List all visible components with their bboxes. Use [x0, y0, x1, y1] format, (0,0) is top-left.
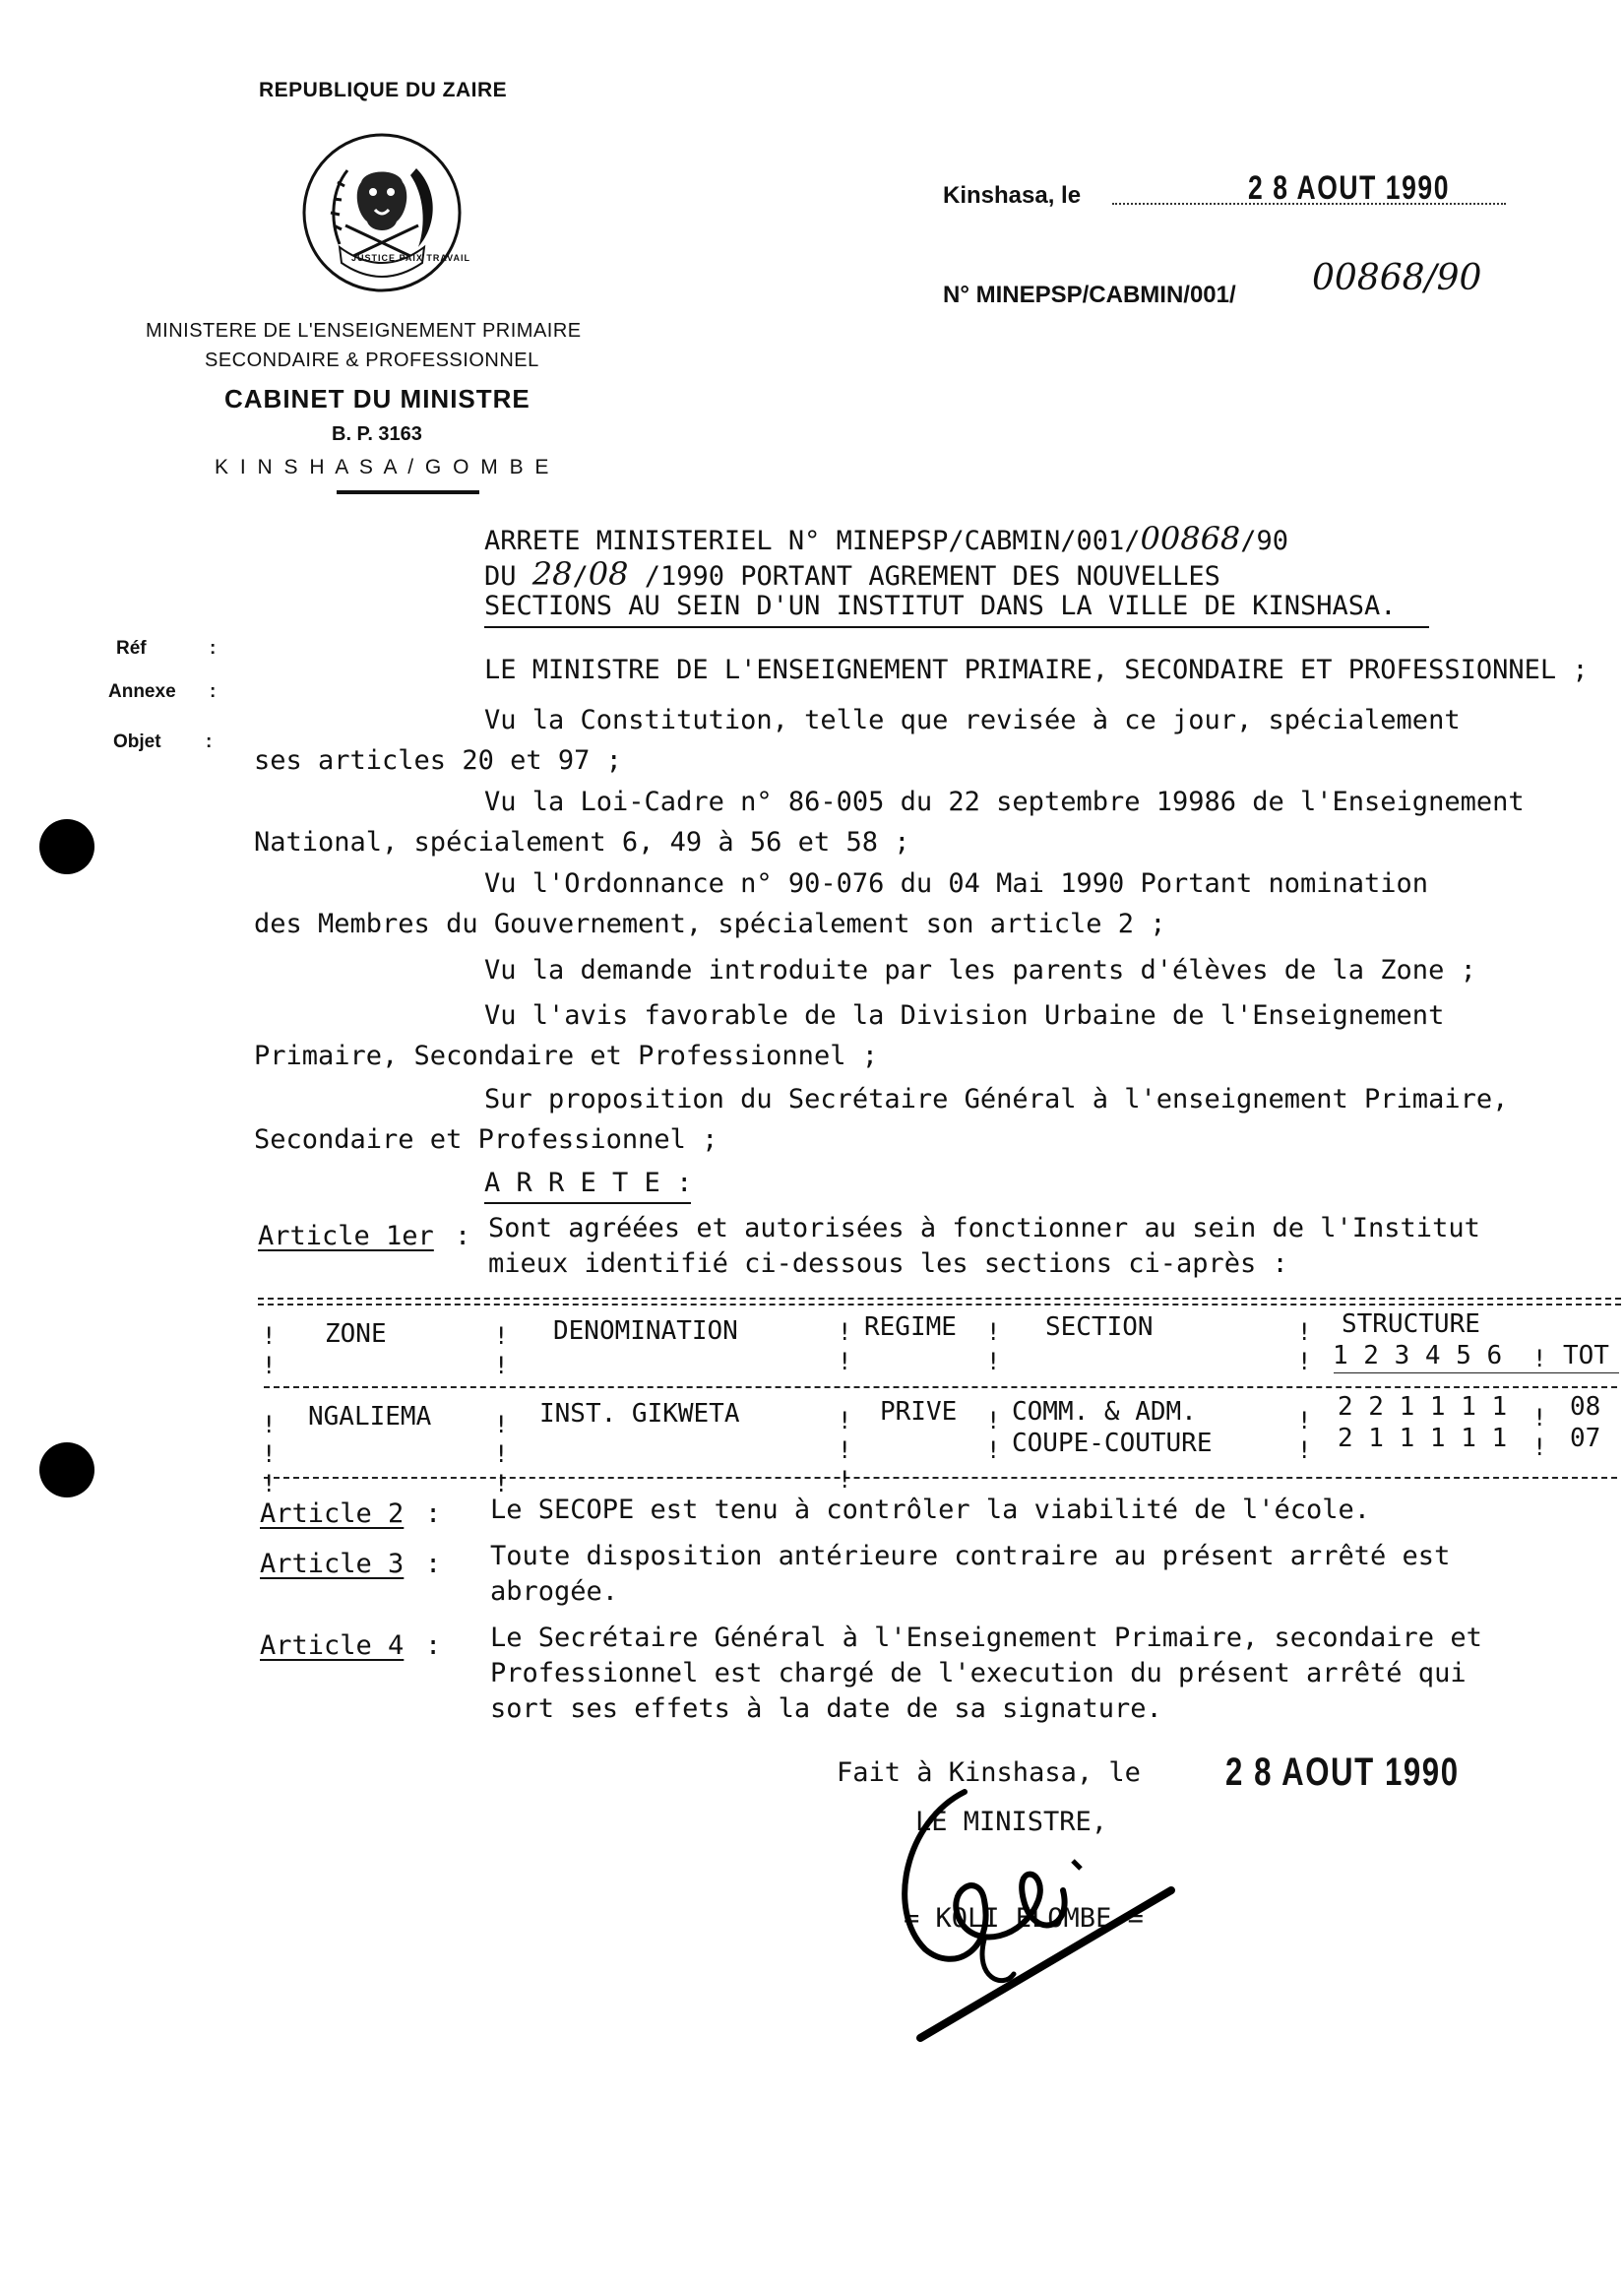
date-stamp-bottom: 2 8 AOUT 1990 [1225, 1751, 1460, 1794]
article-2-label: Article 2 [260, 1498, 405, 1529]
col-sep-5: ! ! ! ! [1297, 1318, 1312, 1464]
col-header-tot: TOT [1563, 1341, 1609, 1370]
structure-subrule [1334, 1372, 1619, 1373]
cell-structure-1: 2 2 1 1 1 1 [1338, 1392, 1508, 1422]
cell-section-2: COUPE-COUTURE [1012, 1429, 1213, 1458]
arrete-heading: A R R E T E : [484, 1168, 693, 1198]
article-1-text-b: mieux identifié ci-dessous les sections ci-après : [488, 1248, 1288, 1279]
title-underline [484, 626, 1429, 628]
coat-of-arms-seal [300, 131, 471, 294]
cell-structure-2: 2 1 1 1 1 1 [1338, 1424, 1508, 1453]
ministry-line-1: MINISTERE DE L'ENSEIGNEMENT PRIMAIRE [146, 320, 582, 342]
col-sep-1: ! ! ! ! ! [262, 1322, 277, 1497]
col-header-section: SECTION [1045, 1312, 1154, 1342]
title-number-handwritten: 00868 [1140, 520, 1241, 557]
col-sep-6: ! ! ! [1532, 1345, 1547, 1461]
number-handwritten: 00868/90 [1312, 258, 1482, 298]
annexe-colon: : [210, 681, 217, 702]
title-date-separator: / [572, 561, 589, 592]
title-line-2-suffix: /1990 PORTANT AGREMENT DES NOUVELLES [628, 561, 1220, 592]
title-line-3: SECTIONS AU SEIN D'UN INSTITUT DANS LA VILLE DE KINSHASA. [484, 591, 1397, 621]
ref-colon: : [210, 638, 217, 659]
table-rule-bottom [264, 1477, 1617, 1479]
fait-a-kinshasa: Fait à Kinshasa, le [837, 1757, 1141, 1788]
title-line-1-prefix: ARRETE MINISTERIEL N° MINEPSP/CABMIN/001/ [484, 526, 1141, 556]
ref-label: Réf [116, 638, 147, 659]
city-line: K I N S H A S A / G O M B E [215, 456, 552, 478]
minister-name: = KOLI ELOMBE = [904, 1903, 1144, 1934]
vu-loi-cadre-b: National, spécialement 6, 49 à 56 et 58 ; [254, 827, 910, 858]
article-4-text-c: sort ses effets à la date de sa signature. [490, 1693, 1162, 1724]
place-prefix: Kinshasa, le [943, 182, 1082, 209]
article-4-text-a: Le Secrétaire Général à l'Enseignement Primaire, secondaire et [490, 1623, 1482, 1653]
vu-loi-cadre-a: Vu la Loi-Cadre n° 86-005 du 22 septembre 19986 de l'Enseignement [484, 787, 1525, 817]
title-line-1-suffix: /90 [1240, 526, 1289, 556]
signature-scribble-icon [866, 1752, 1201, 2048]
col-header-structure: STRUCTURE [1342, 1309, 1480, 1339]
col-header-structure-years: 1 2 3 4 5 6 [1333, 1341, 1503, 1370]
seal-motto: JUSTICE PAIX TRAVAIL [351, 253, 471, 263]
sur-proposition-b: Secondaire et Professionnel ; [254, 1124, 718, 1155]
col-sep-3: ! ! ! ! ! [838, 1318, 852, 1494]
hole-punch-bottom [39, 1442, 94, 1497]
vu-constitution-b: ses articles 20 et 97 ; [254, 745, 622, 776]
col-header-regime: REGIME [864, 1312, 957, 1342]
ministry-line-2: SECONDAIRE & PROFESSIONNEL [205, 350, 539, 371]
title-line-2-prefix: DU [484, 561, 532, 592]
vu-demande: Vu la demande introduite par les parents d'élèves de la Zone ; [484, 955, 1476, 986]
col-header-denomination: DENOMINATION [553, 1316, 738, 1346]
title-line-2 [484, 555, 1220, 593]
minister-title: LE MINISTRE, [915, 1807, 1108, 1837]
article-3-colon: : [425, 1549, 442, 1579]
table-rule-top [258, 1298, 1621, 1300]
article-1-text-a: Sont agréées et autorisées à fonctionner au sein de l'Institut [488, 1213, 1480, 1243]
article-1-label: Article 1er [258, 1221, 434, 1251]
table-rule-mid [264, 1386, 1617, 1388]
title-month-handwritten: 08 [588, 555, 629, 593]
article-4-colon: : [425, 1630, 442, 1661]
col-header-zone: ZONE [325, 1319, 387, 1349]
cell-tot-2: 07 [1570, 1424, 1601, 1453]
title-day-handwritten: 28 [531, 555, 573, 593]
city-underline [337, 490, 479, 494]
leopard-emblem-icon [300, 131, 464, 294]
date-stamp-top: 2 8 AOUT 1990 [1248, 169, 1451, 207]
cell-zone: NGALIEMA [308, 1402, 432, 1432]
col-sep-4: ! ! ! ! [986, 1318, 1001, 1464]
article-1-colon: : [455, 1221, 471, 1251]
number-prefix: N° MINEPSP/CABMIN/001/ [943, 282, 1236, 308]
vu-constitution-a: Vu la Constitution, telle que revisée à ce jour, spécialement [484, 705, 1461, 735]
minister-line: LE MINISTRE DE L'ENSEIGNEMENT PRIMAIRE, SECONDAIRE ET PROFESSIONNEL ; [484, 655, 1589, 685]
article-3-label: Article 3 [260, 1549, 405, 1579]
postal-box: B. P. 3163 [332, 423, 422, 445]
cell-tot-1: 08 [1570, 1392, 1601, 1422]
col-sep-2: ! ! ! ! ! [494, 1322, 509, 1497]
arrete-underline [484, 1202, 691, 1204]
annexe-label: Annexe [108, 681, 176, 702]
cell-denomination: INST. GIKWETA [539, 1399, 740, 1429]
article-4-text-b: Professionnel est chargé de l'execution du présent arrêté qui [490, 1658, 1467, 1688]
article-3-text-a: Toute disposition antérieure contraire au présent arrêté est [490, 1541, 1451, 1571]
hole-punch-top [39, 819, 94, 874]
article-2-colon: : [425, 1498, 442, 1529]
republic-heading: REPUBLIQUE DU ZAIRE [259, 79, 508, 101]
cell-regime: PRIVE [880, 1397, 958, 1427]
vu-avis-a: Vu l'avis favorable de la Division Urbaine de l'Enseignement [484, 1000, 1445, 1031]
vu-ordonnance-b: des Membres du Gouvernement, spécialement son article 2 ; [254, 909, 1166, 939]
vu-avis-b: Primaire, Secondaire et Professionnel ; [254, 1041, 878, 1071]
article-4-label: Article 4 [260, 1630, 405, 1661]
sur-proposition-a: Sur proposition du Secrétaire Général à l'enseignement Primaire, [484, 1084, 1509, 1114]
title-line-1 [484, 520, 1288, 557]
cabinet-heading: CABINET DU MINISTRE [224, 384, 531, 414]
cell-section-1: COMM. & ADM. [1012, 1397, 1197, 1427]
objet-label: Objet [113, 732, 161, 752]
vu-ordonnance-a: Vu l'Ordonnance n° 90-076 du 04 Mai 1990 Portant nomination [484, 868, 1429, 899]
article-2-text: Le SECOPE est tenu à contrôler la viabilité de l'école. [490, 1495, 1371, 1525]
article-3-text-b: abrogée. [490, 1576, 619, 1607]
objet-colon: : [206, 732, 213, 752]
table-rule-top-2 [258, 1304, 1621, 1305]
